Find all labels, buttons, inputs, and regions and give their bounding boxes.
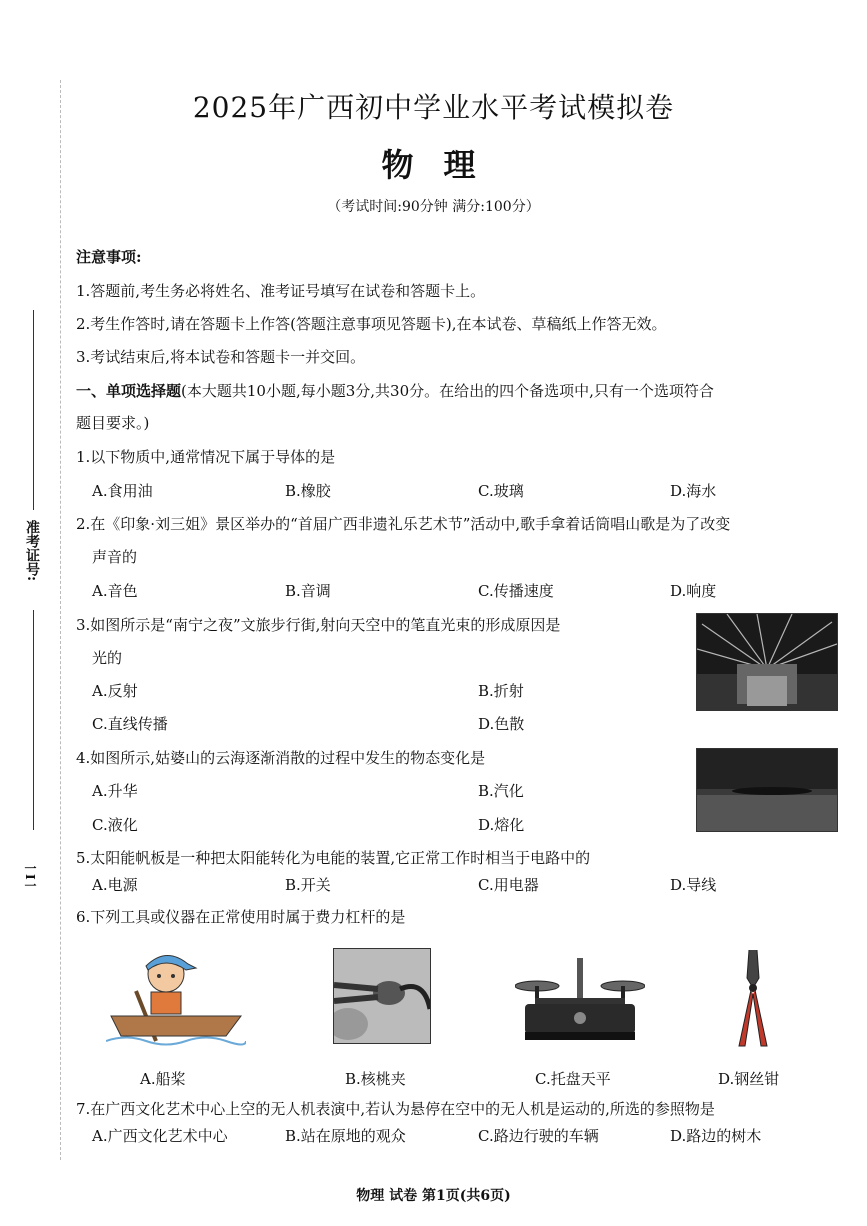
question-2-stem: 2.在《印象·刘三姐》景区举办的“首届广西非遗礼乐艺术节”活动中,歌手拿着话筒唱山歌是为了改变 (76, 515, 731, 533)
exam-title: 2025年广西初中学业水平考试模拟卷 (192, 91, 675, 124)
q6-option-d: D.钢丝钳 (718, 1070, 780, 1088)
margin-mark: 一I一 (23, 862, 37, 892)
cut-line (60, 80, 61, 1160)
q6-option-a: A.船桨 (140, 1070, 186, 1088)
q7-option-b: B.站在原地的观众 (285, 1127, 406, 1145)
margin-line (33, 610, 34, 830)
q7-option-c: C.路边行驶的车辆 (478, 1127, 599, 1145)
question-6-stem: 6.下列工具或仪器在正常使用时属于费力杠杆的是 (76, 908, 406, 926)
pliers-illustration (733, 948, 773, 1048)
balance-scale-illustration (515, 948, 645, 1043)
exam-meta: （考试时间:90分钟 满分:100分） (327, 199, 540, 215)
q5-option-b: B.开关 (285, 876, 331, 894)
q3-option-b: B.折射 (478, 682, 524, 700)
question-7-stem: 7.在广西文化艺术中心上空的无人机表演中,若认为悬停在空中的无人机是运动的,所选的参照物是 (76, 1100, 715, 1118)
q2-option-d: D.响度 (670, 582, 717, 600)
q6-option-c: C.托盘天平 (535, 1070, 611, 1088)
notes-heading: 注意事项: (76, 248, 142, 266)
question-1-stem: 1.以下物质中,通常情况下属于导体的是 (76, 448, 336, 466)
q4-option-d: D.熔化 (478, 816, 525, 834)
q2-option-c: C.传播速度 (478, 582, 554, 600)
section-title: 一、单项选择题(本大题共10小题,每小题3分,共30分。在给出的四个备选项中,只有一个选项符合 (76, 382, 714, 400)
note-item: 2.考生作答时,请在答题卡上作答(答题注意事项见答题卡),在本试卷、草稿纸上作答无效。 (76, 315, 667, 333)
q3-option-d: D.色散 (478, 715, 525, 733)
q5-option-c: C.用电器 (478, 876, 539, 894)
q3-option-c: C.直线传播 (92, 715, 168, 733)
margin-line (33, 310, 34, 510)
note-item: 1.答题前,考生务必将姓名、准考证号填写在试卷和答题卡上。 (76, 282, 486, 300)
q6-option-b: B.核桃夹 (345, 1070, 406, 1088)
q4-option-b: B.汽化 (478, 782, 524, 800)
q4-option-a: A.升华 (92, 782, 138, 800)
subject-title: 物理 (381, 146, 506, 184)
nutcracker-photo (333, 948, 431, 1044)
q7-option-a: A.广西文化艺术中心 (92, 1127, 228, 1145)
note-item: 3.考试结束后,将本试卷和答题卡一并交回。 (76, 348, 366, 366)
q1-option-d: D.海水 (670, 482, 717, 500)
q2-option-b: B.音调 (285, 582, 331, 600)
question-5-stem: 5.太阳能帆板是一种把太阳能转化为电能的装置,它正常工作时相当于电路中的 (76, 849, 591, 867)
rowing-boy-illustration (106, 946, 246, 1046)
section-title-cont: 题目要求。) (76, 414, 150, 432)
q1-option-b: B.橡胶 (285, 482, 331, 500)
night-street-photo (696, 613, 838, 711)
q1-option-a: A.食用油 (92, 482, 153, 500)
q7-option-d: D.路边的树木 (670, 1127, 762, 1145)
question-3-stem-cont: 光的 (92, 649, 123, 667)
q3-option-a: A.反射 (92, 682, 138, 700)
q4-option-c: C.液化 (92, 816, 138, 834)
q2-option-a: A.音色 (92, 582, 138, 600)
page-footer: 物理 试卷 第1页(共6页) (356, 1188, 511, 1204)
q5-option-a: A.电源 (92, 876, 138, 894)
exam-number-label: 准考证号: (24, 520, 40, 582)
cloud-sea-photo (696, 748, 838, 832)
q1-option-c: C.玻璃 (478, 482, 524, 500)
question-3-stem: 3.如图所示是“南宁之夜”文旅步行街,射向天空中的笔直光束的形成原因是 (76, 616, 561, 634)
question-4-stem: 4.如图所示,姑婆山的云海逐渐消散的过程中发生的物态变化是 (76, 749, 486, 767)
q5-option-d: D.导线 (670, 876, 717, 894)
question-2-stem-cont: 声音的 (92, 548, 138, 566)
